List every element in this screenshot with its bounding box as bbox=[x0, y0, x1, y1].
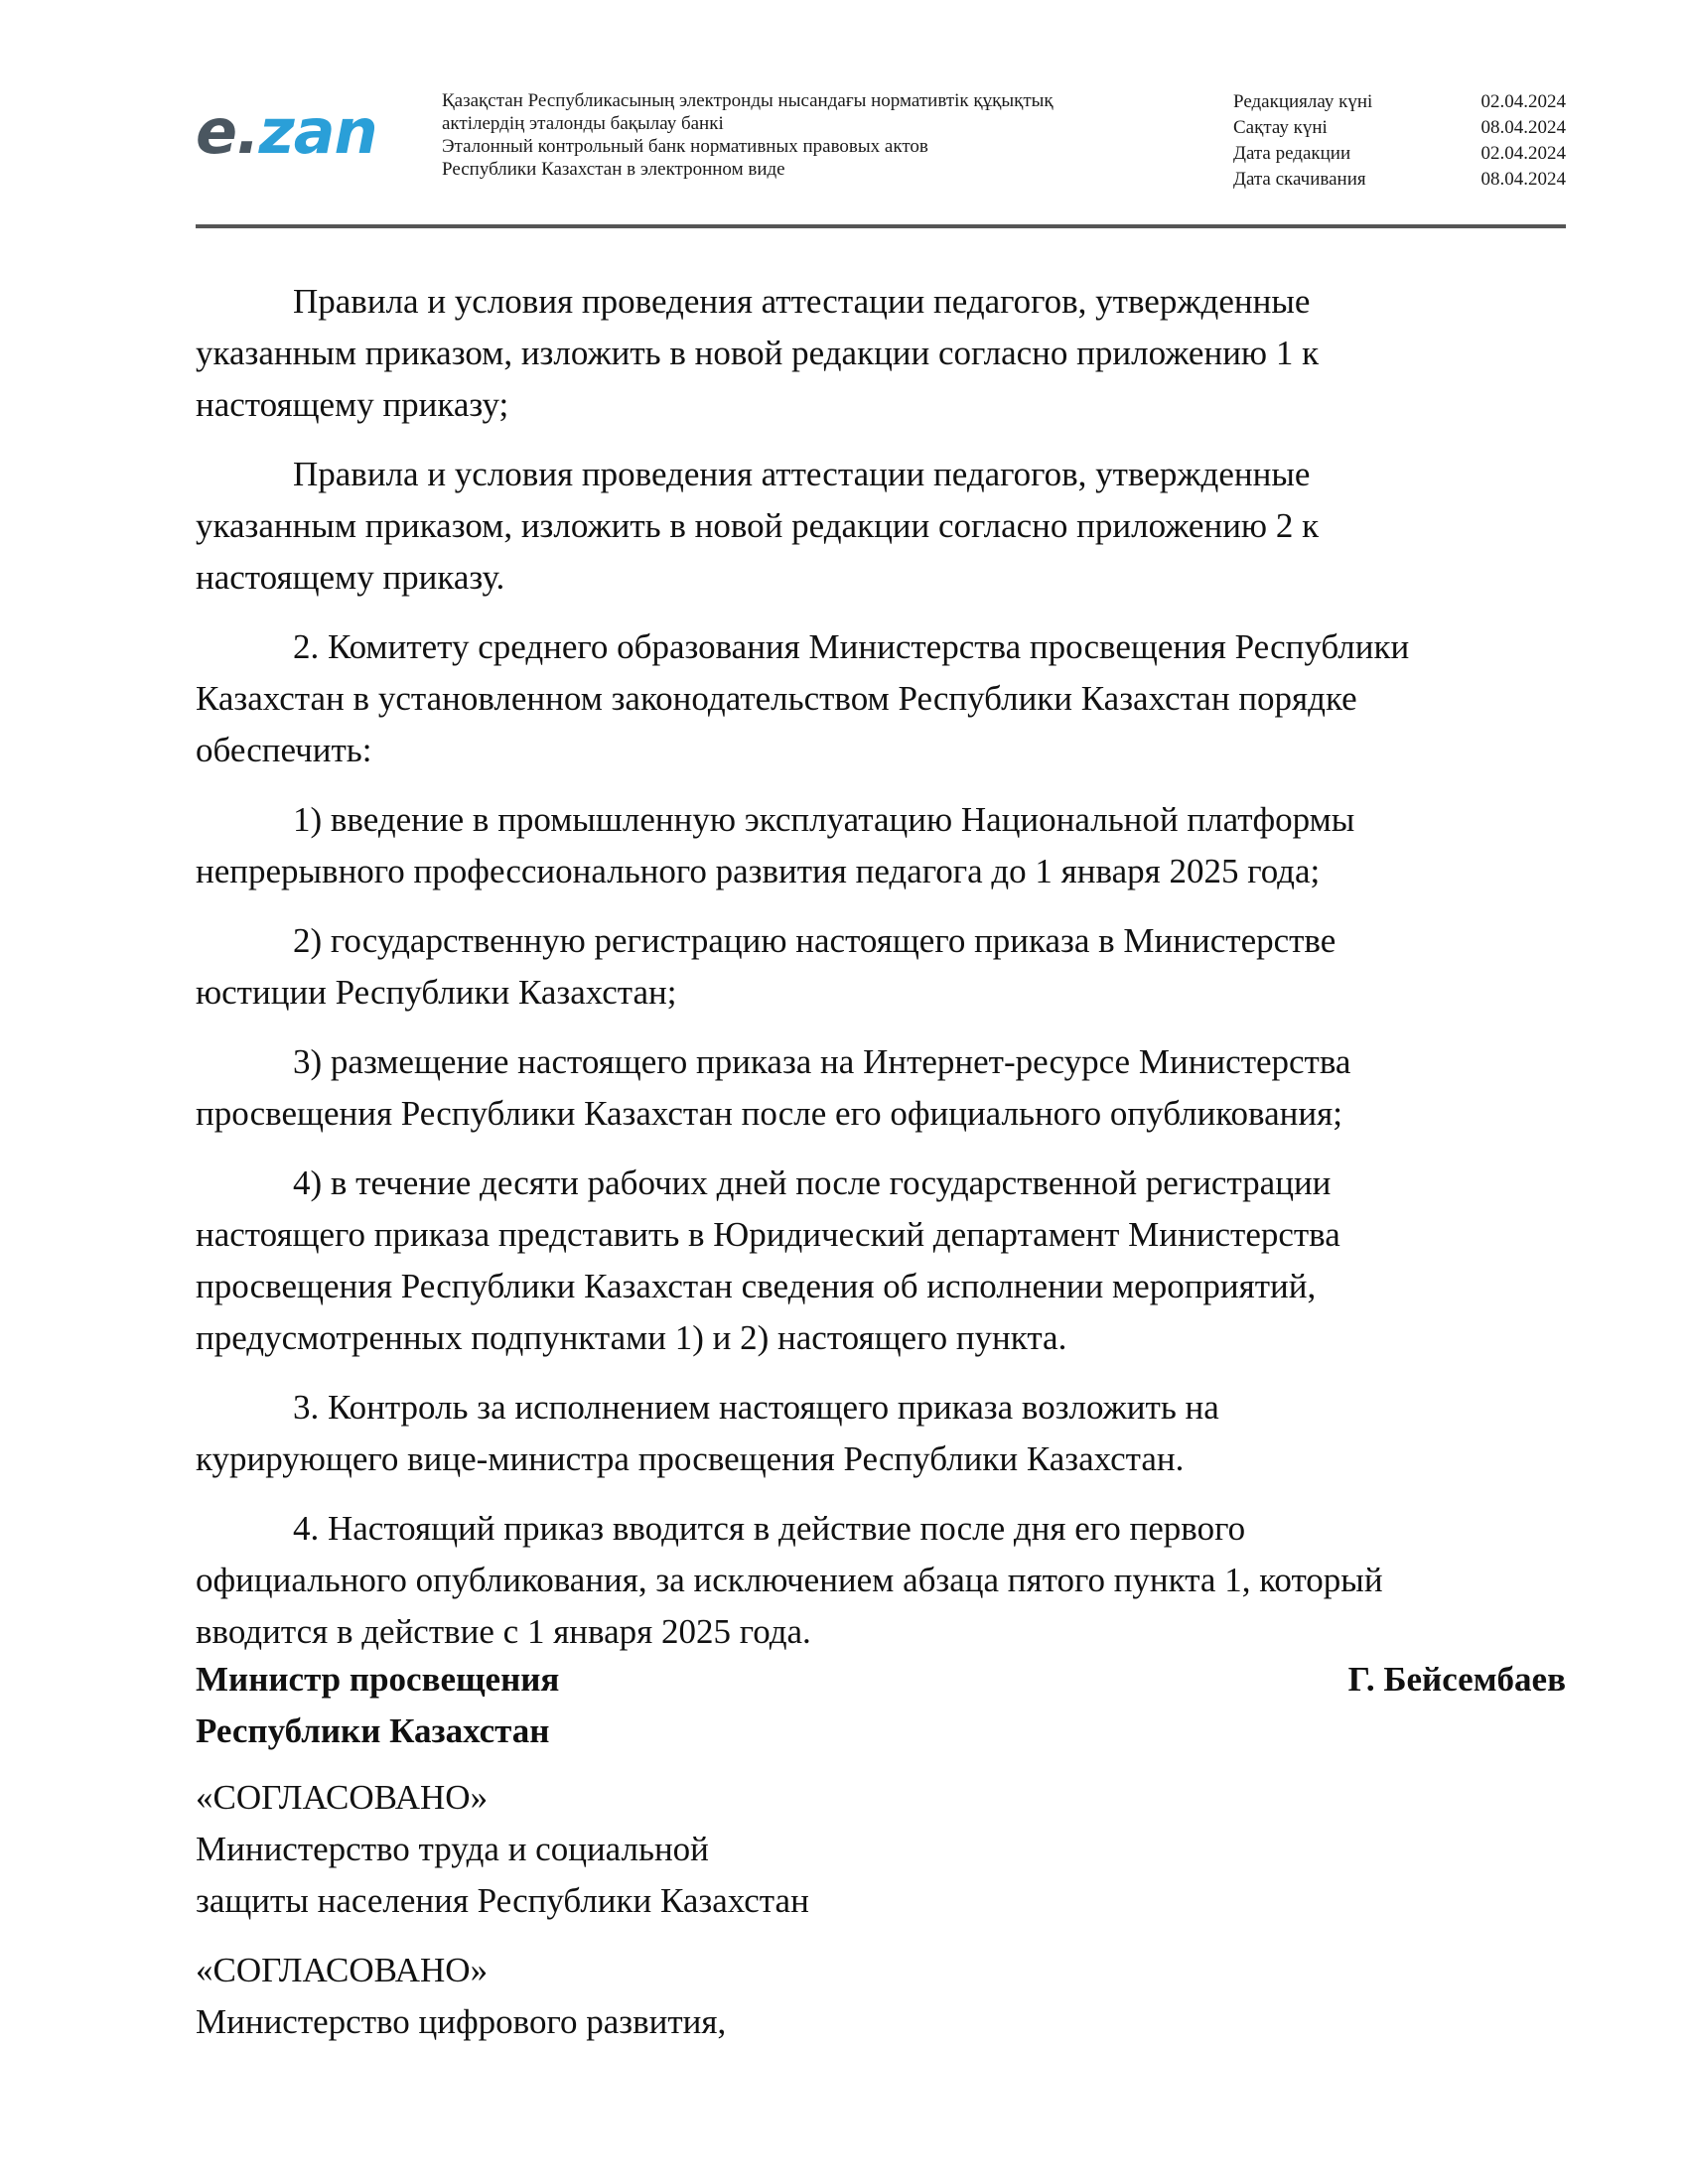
header-desc-line: Қазақстан Республикасының электронды нысандағы нормативтік құқықтық bbox=[442, 90, 1054, 111]
approval-label: «СОГЛАСОВАНО» bbox=[196, 1951, 489, 1989]
meta-row bbox=[1233, 141, 1566, 167]
header-divider bbox=[196, 224, 1566, 228]
document-body bbox=[196, 276, 1566, 1676]
approval-entry bbox=[196, 1772, 1566, 1927]
meta-value: 02.04.2024 bbox=[1480, 91, 1566, 112]
meta-row bbox=[1233, 115, 1566, 141]
meta-label: Сақтау күні bbox=[1233, 117, 1328, 138]
document-header bbox=[196, 81, 1566, 220]
logo-dot: . bbox=[236, 95, 259, 168]
meta-label: Редакциялау күні bbox=[1233, 91, 1373, 112]
signatory-title: Министр просвещения Республики Казахстан bbox=[196, 1660, 560, 1750]
approvals-block bbox=[196, 1772, 1566, 2066]
meta-row bbox=[1233, 167, 1566, 193]
header-description bbox=[442, 89, 1157, 181]
approval-entry bbox=[196, 1945, 1566, 2048]
header-meta-table bbox=[1233, 89, 1566, 193]
header-desc-line: Эталонный контрольный банк нормативных правовых актов bbox=[442, 136, 928, 157]
body-paragraph: 2. Комитету среднего образования Министерства просвещения Республики Казахстан в установленном законодательством Республики Казахстан порядке обеспечить: bbox=[196, 627, 1410, 769]
body-paragraph: Правила и условия проведения аттестации педагогов, утвержденные указанным приказом, изложить в новой редакции согласно приложению 2 к настоящему приказу. bbox=[196, 455, 1320, 597]
body-paragraph: 4) в течение десяти рабочих дней после государственной регистрации настоящего приказа представить в Юридический департамент Министерства просвещения Республики Казахстан сведения об исполнении мероприятий, предусмотренных подпунктами 1) и 2) настоящего пункта. bbox=[196, 1163, 1340, 1357]
body-paragraph: 4. Настоящий приказ вводится в действие после дня его первого официального опубликования, за исключением абзаца пятого пункта 1, который вводится в действие с 1 января 2025 года. bbox=[196, 1509, 1383, 1651]
body-paragraph: 2) государственную регистрацию настоящего приказа в Министерстве юстиции Республики Казахстан; bbox=[196, 921, 1336, 1012]
ezan-logo bbox=[196, 95, 377, 168]
header-desc-line: Республики Казахстан в электронном виде bbox=[442, 159, 785, 180]
approval-label: «СОГЛАСОВАНО» bbox=[196, 1778, 489, 1817]
body-paragraph: Правила и условия проведения аттестации педагогов, утвержденные указанным приказом, изложить в новой редакции согласно приложению 1 к настоящему приказу; bbox=[196, 282, 1320, 424]
meta-label: Дата скачивания bbox=[1233, 169, 1366, 190]
signatory-name: Г. Бейсембаев bbox=[1347, 1660, 1566, 1699]
body-paragraph: 1) введение в промышленную эксплуатацию Национальной платформы непрерывного профессионального развития педагога до 1 января 2025 года; bbox=[196, 800, 1355, 890]
meta-row bbox=[1233, 89, 1566, 115]
meta-label: Дата редакции bbox=[1233, 143, 1351, 164]
signature-block bbox=[196, 1654, 1566, 1757]
body-paragraph: 3. Контроль за исполнением настоящего приказа возложить на курирующего вице-министра просвещения Республики Казахстан. bbox=[196, 1388, 1219, 1478]
meta-value: 08.04.2024 bbox=[1480, 169, 1566, 190]
body-paragraph: 3) размещение настоящего приказа на Интернет-ресурсе Министерства просвещения Республики Казахстан после его официального опубликования; bbox=[196, 1042, 1351, 1133]
approval-organization: Министерство труда и социальной защиты населения Республики Казахстан bbox=[196, 1830, 809, 1920]
header-desc-line: актілердің эталонды бақылау банкі bbox=[442, 113, 724, 134]
approval-organization: Министерство цифрового развития, bbox=[196, 2002, 727, 2041]
meta-value: 02.04.2024 bbox=[1480, 143, 1566, 164]
logo-zan: zan bbox=[258, 95, 377, 168]
meta-value: 08.04.2024 bbox=[1480, 117, 1566, 138]
logo-e: e bbox=[196, 95, 237, 168]
